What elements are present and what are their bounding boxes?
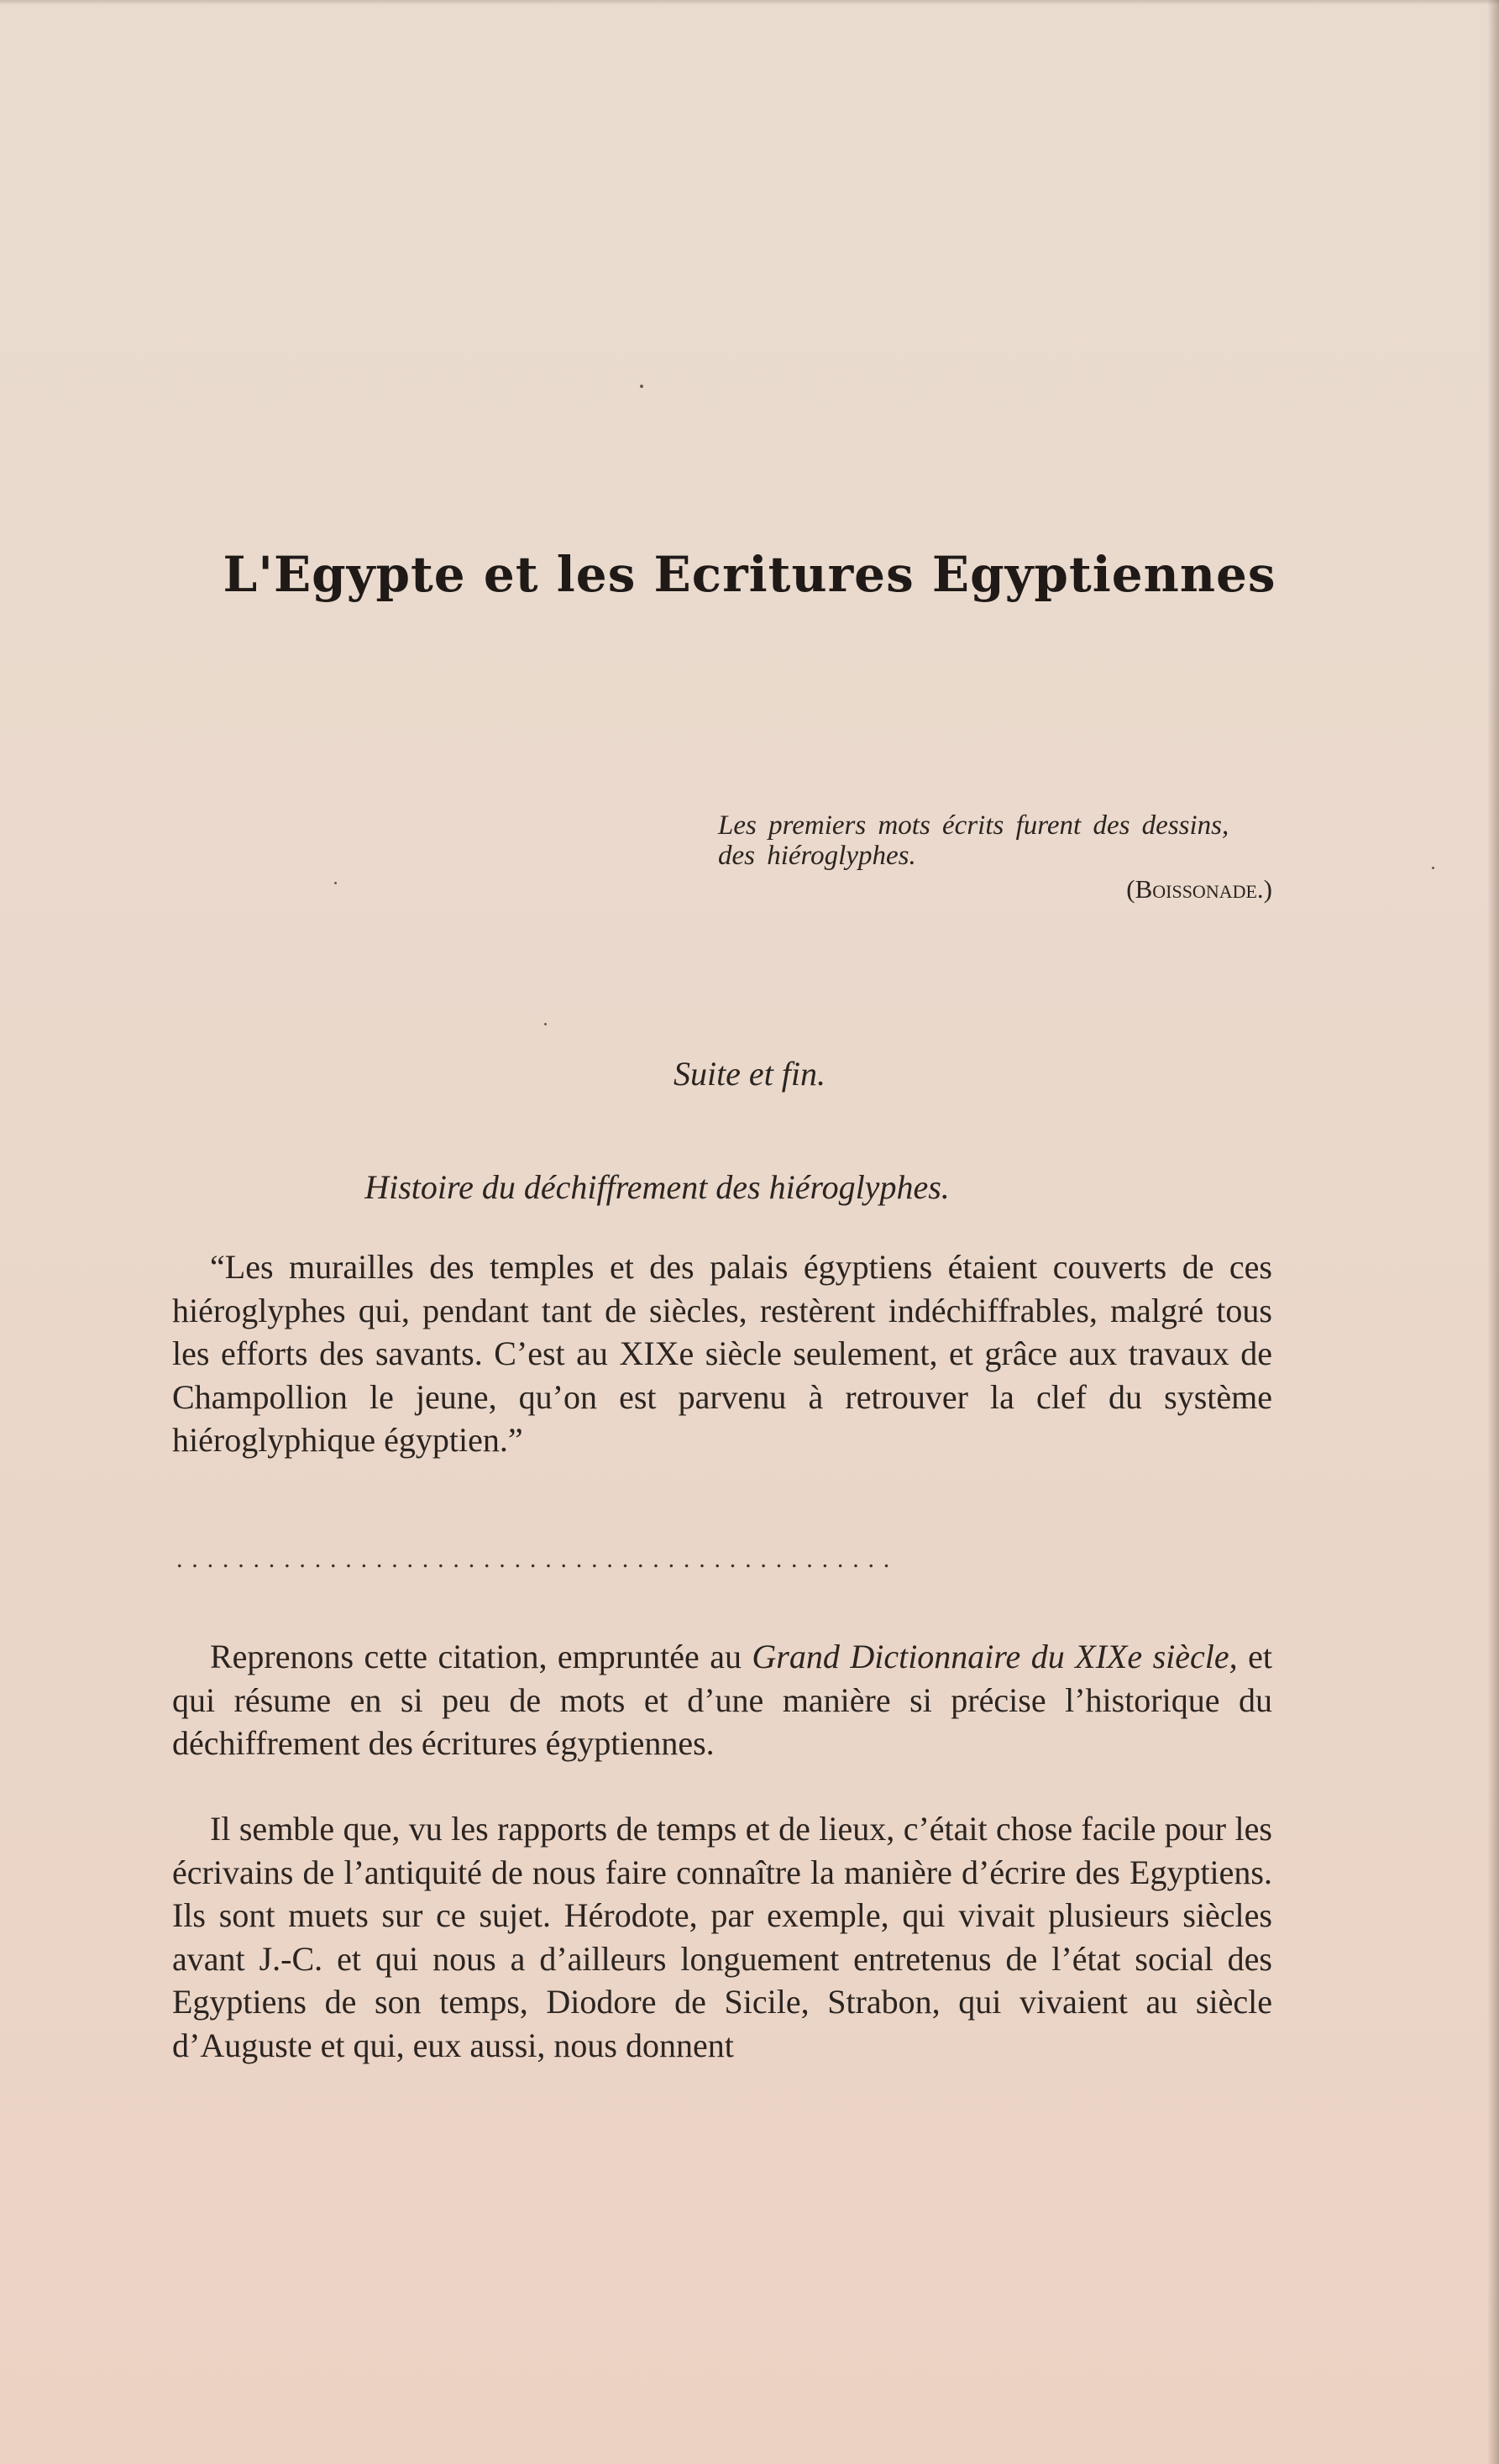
epigraph-text: Les premiers mots écrits furent des dessins, des hiéroglyphes.	[718, 810, 1229, 871]
paper-speck	[640, 385, 643, 388]
epigraph-author: (Boissonade.)	[1126, 874, 1272, 904]
paper-speck	[1432, 867, 1434, 869]
page-right-edge	[1487, 0, 1499, 2464]
epigraph	[718, 810, 1272, 904]
paper-speck	[544, 1023, 547, 1025]
paragraph-reprenons-start: Reprenons cette citation, empruntée au	[210, 1638, 752, 1675]
paragraph-reprenons	[172, 1635, 1272, 1765]
paragraph-il-semble: Il semble que, vu les rapports de temps et de lieux, c’était chose facile pour les écrivains de l’antiquité de nous faire connaître la manière d’écrire des Egyptiens. Ils sont muets sur ce sujet. Hérodote, par exemple, qui vivait plusieurs siècles avant J.-C. et qui nous a d’ailleurs longuement entretenus de l’état social des Egyptiens de son temps, Diodore de Sicile, Strabon, qui vivaient au siècle d’Auguste et qui, eux aussi, nous donnent	[172, 1810, 1272, 2064]
quote-paragraph: “Les murailles des temples et des palais égyptiens étaient couverts de ces hiéroglyphes qui, pendant tant de siècles, restèrent indéchiffrables, malgré tous les efforts des savants. C’est au XIXe siècle seulement, et grâce aux travaux de Champollion le jeune, qu’on est parvenu à retrouver la clef du système hiéroglyphique égyptien.”	[172, 1248, 1272, 1459]
dictionary-title: Grand Dictionnaire du XIXe siècle,	[752, 1638, 1238, 1675]
page-top-edge	[0, 0, 1499, 5]
paragraph-reprenons-end: et qui résume en si peu de mots et d’une manière si précise l’historique du déchiffrement des écritures égyptiennes.	[172, 1638, 1272, 1762]
ellipsis-separator: ...............................................	[176, 1545, 899, 1573]
section-heading: Histoire du déchiffrement des hiéroglyphes.	[364, 1168, 950, 1206]
subheading-suite: Suite et fin.	[673, 1055, 826, 1093]
page-title: L'Egypte et les Ecritures Egyptiennes	[223, 546, 1276, 603]
paper-speck	[334, 882, 337, 884]
